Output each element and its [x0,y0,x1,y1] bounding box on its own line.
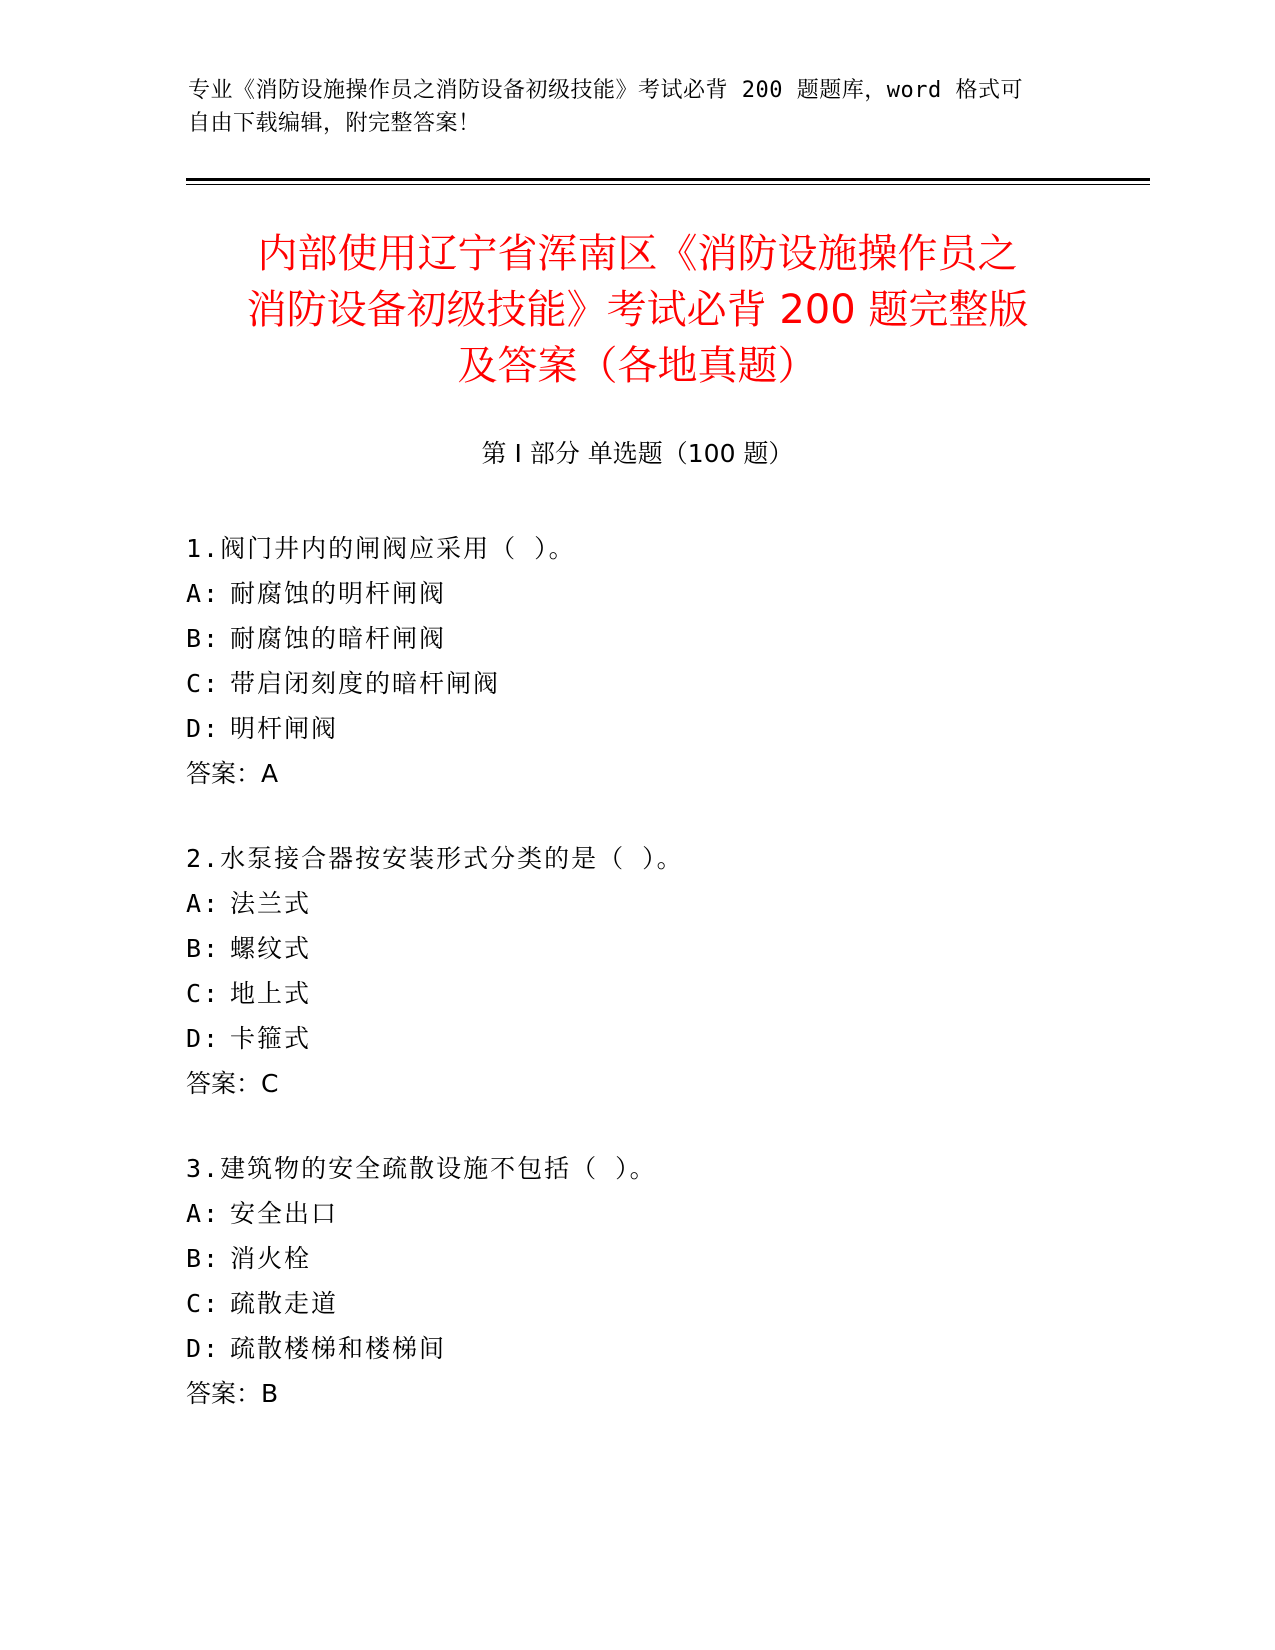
option-key: D: [186,714,221,743]
question-list [186,526,1086,1416]
option-key: D: [186,1334,221,1363]
option-text: 卡箍式 [230,1024,312,1053]
option-b [186,926,1086,971]
option-a [186,881,1086,926]
option-text: 螺纹式 [230,934,312,963]
option-key: B: [186,1244,221,1273]
option-text: 消火栓 [230,1244,312,1273]
question-item [186,836,1086,1106]
option-text: 法兰式 [230,889,312,918]
document-title-line-3: 及答案（各地真题） [457,343,818,389]
header-divider-thin [186,184,1150,185]
header-note [188,74,1068,140]
option-key: C: [186,1289,221,1318]
option-b [186,1236,1086,1281]
option-d [186,706,1086,751]
question-item [186,1146,1086,1416]
question-item [186,526,1086,796]
section-title: 第 I 部分 单选题（100 题） [481,439,794,468]
option-key: B: [186,624,221,653]
question-stem: 3.建筑物的安全疏散设施不包括（ ）。 [186,1154,657,1183]
option-text: 疏散楼梯和楼梯间 [230,1334,447,1363]
option-text: 带启闭刻度的暗杆闸阀 [230,669,501,698]
option-c [186,1281,1086,1326]
option-b [186,616,1086,661]
question-stem: 2.水泵接合器按安装形式分类的是（ ）。 [186,844,684,873]
answer-line: 答案：B [186,1379,279,1408]
option-text: 安全出口 [230,1199,339,1228]
option-text: 耐腐蚀的暗杆闸阀 [230,624,447,653]
option-key: A: [186,889,221,918]
document-title-line-2: 消防设备初级技能》考试必背 200 题完整版 [246,287,1029,333]
header-note-line-1: 专业《消防设施操作员之消防设备初级技能》考试必背 200 题题库，word 格式可 [188,78,1023,103]
document-title [170,226,1105,394]
answer-line: 答案：C [186,1069,279,1098]
option-d [186,1326,1086,1371]
header-divider-thick [186,178,1150,181]
option-key: B: [186,934,221,963]
option-text: 疏散走道 [230,1289,339,1318]
option-text: 地上式 [230,979,312,1008]
option-key: C: [186,669,221,698]
option-key: C: [186,979,221,1008]
option-key: A: [186,1199,221,1228]
option-key: D: [186,1024,221,1053]
option-c [186,661,1086,706]
header-note-line-2: 自由下载编辑，附完整答案！ [188,111,481,136]
question-stem: 1.阀门井内的闸阀应采用（ ）。 [186,534,576,563]
option-key: A: [186,579,221,608]
answer-line: 答案：A [186,759,279,788]
option-d [186,1016,1086,1061]
option-a [186,1191,1086,1236]
option-text: 明杆闸阀 [230,714,339,743]
option-text: 耐腐蚀的明杆闸阀 [230,579,447,608]
option-c [186,971,1086,1016]
option-a [186,571,1086,616]
document-title-line-1: 内部使用辽宁省浑南区《消防设施操作员之 [257,231,1018,277]
